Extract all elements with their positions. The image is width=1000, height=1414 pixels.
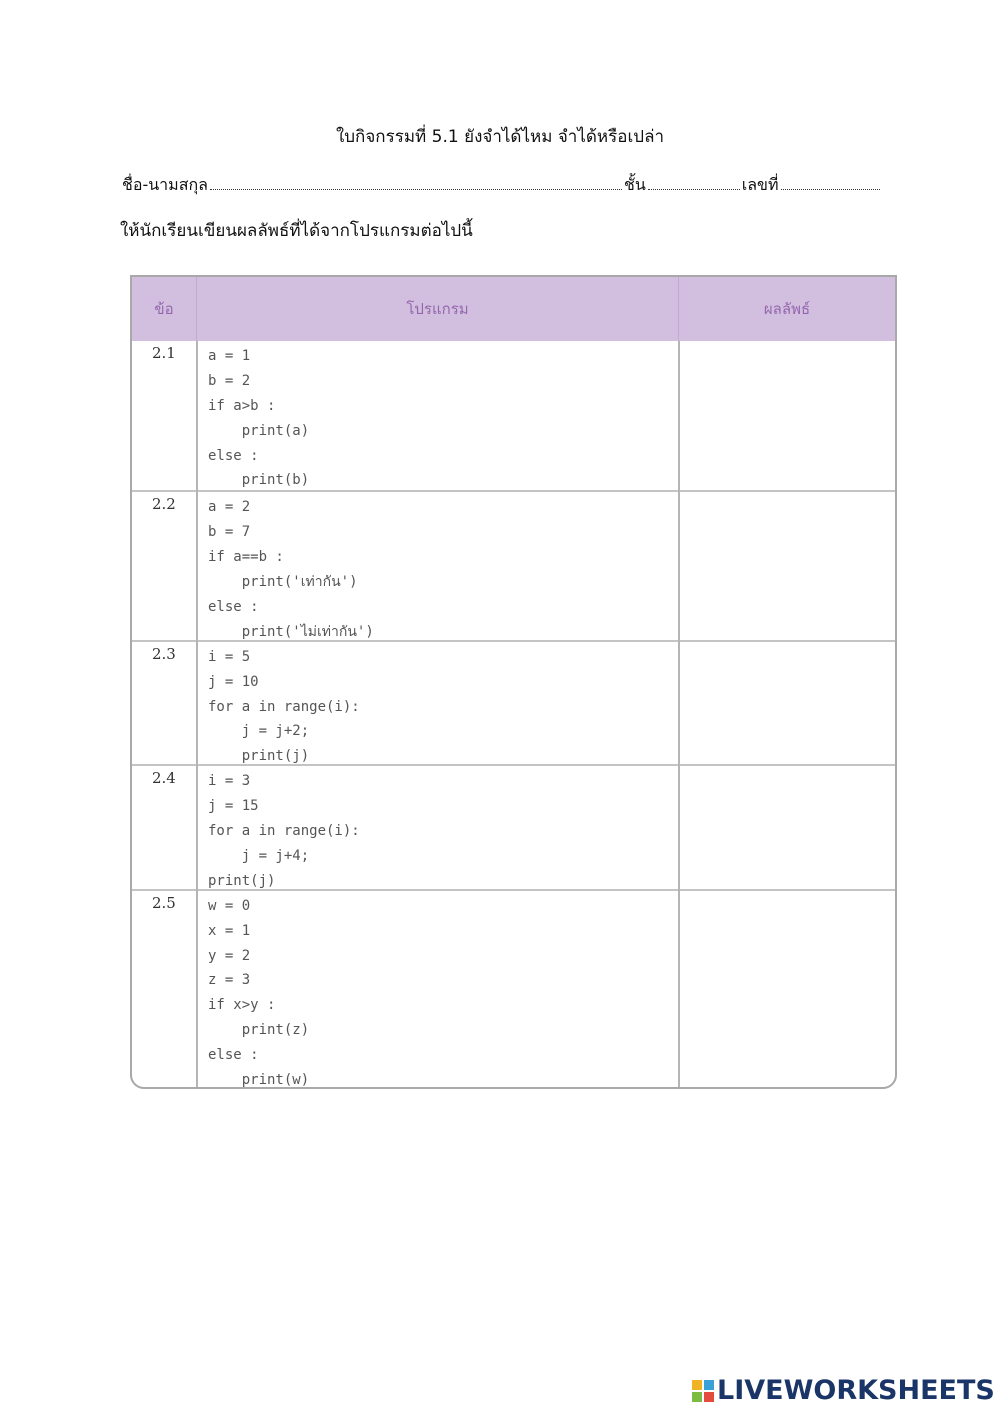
liveworksheets-logo bbox=[692, 1375, 995, 1406]
code-line: z = 3 bbox=[208, 972, 251, 989]
program-code bbox=[208, 769, 360, 893]
number-label: เลขที่ bbox=[741, 175, 779, 194]
column-divider bbox=[196, 341, 198, 1087]
table-row bbox=[132, 640, 895, 765]
program-code bbox=[208, 645, 360, 769]
worksheet-title: ใบกิจกรรมที่ 5.1 ยังจำได้ไหม จำได้หรือเปล่า bbox=[335, 127, 665, 147]
result-answer-cell[interactable] bbox=[680, 891, 895, 1088]
item-number: 2.4 bbox=[152, 769, 176, 788]
code-line: if a>b : bbox=[208, 397, 276, 414]
code-line: else : bbox=[208, 598, 259, 615]
program-code bbox=[208, 344, 309, 493]
instruction-text: ให้นักเรียนเขียนผลลัพธ์ที่ได้จากโปรแกรมต่อไปนี้ bbox=[120, 221, 473, 241]
header-item-number: ข้อ bbox=[132, 277, 197, 341]
table-header bbox=[132, 277, 895, 341]
table-row bbox=[132, 490, 895, 639]
code-line: print('ไม่เท่ากัน') bbox=[208, 623, 374, 640]
item-number: 2.5 bbox=[152, 893, 176, 912]
logo-square bbox=[704, 1380, 714, 1390]
code-line: x = 1 bbox=[208, 922, 251, 939]
result-answer-cell[interactable] bbox=[680, 341, 895, 490]
header-program: โปรแกรม bbox=[197, 277, 679, 341]
column-divider bbox=[678, 341, 680, 1087]
code-line: print(z) bbox=[208, 1022, 310, 1039]
code-line: else : bbox=[208, 1047, 259, 1064]
code-line: print(b) bbox=[208, 472, 310, 489]
program-code bbox=[208, 894, 309, 1089]
logo-text: LIVEWORKSHEETS bbox=[717, 1375, 995, 1406]
code-line: if x>y : bbox=[208, 997, 276, 1014]
logo-square bbox=[692, 1380, 702, 1390]
student-info-line bbox=[122, 172, 882, 198]
item-number: 2.3 bbox=[152, 644, 176, 663]
code-line: a = 1 bbox=[208, 348, 251, 364]
code-line: print('เท่ากัน') bbox=[208, 574, 358, 591]
code-line: j = j+4; bbox=[208, 847, 310, 864]
code-line: j = 15 bbox=[208, 798, 259, 815]
code-line: for a in range(i): bbox=[208, 823, 360, 840]
code-line: w = 0 bbox=[208, 897, 251, 914]
table-row bbox=[132, 889, 895, 1088]
code-line: for a in range(i): bbox=[208, 698, 360, 715]
code-line: print(j) bbox=[208, 872, 276, 889]
code-line: a = 2 bbox=[208, 499, 251, 516]
header-result: ผลลัพธ์ bbox=[763, 300, 811, 318]
number-blank[interactable] bbox=[781, 172, 880, 190]
code-line: b = 2 bbox=[208, 372, 251, 389]
result-answer-cell[interactable] bbox=[680, 642, 895, 765]
table-row bbox=[132, 764, 895, 889]
table-row bbox=[132, 341, 895, 490]
code-line: j = 10 bbox=[208, 673, 259, 690]
code-line: print(w) bbox=[208, 1072, 310, 1089]
program-code bbox=[208, 495, 374, 644]
item-number: 2.1 bbox=[152, 344, 176, 362]
code-line: if a==b : bbox=[208, 549, 284, 566]
code-line: print(j) bbox=[208, 748, 310, 765]
class-blank[interactable] bbox=[648, 172, 740, 190]
logo-square bbox=[692, 1392, 702, 1402]
name-label: ชื่อ-นามสกุล bbox=[122, 175, 208, 194]
code-line: i = 5 bbox=[208, 648, 251, 665]
code-line: i = 3 bbox=[208, 773, 251, 790]
result-answer-cell[interactable] bbox=[680, 766, 895, 889]
code-line: y = 2 bbox=[208, 947, 251, 964]
exercise-table bbox=[130, 275, 897, 1089]
code-line: else : bbox=[208, 447, 259, 464]
name-blank[interactable] bbox=[210, 172, 622, 190]
code-line: print(a) bbox=[208, 422, 310, 439]
result-answer-cell[interactable] bbox=[680, 492, 895, 639]
logo-mark-icon bbox=[692, 1380, 714, 1402]
logo-square bbox=[704, 1392, 714, 1402]
item-number: 2.2 bbox=[152, 495, 176, 514]
class-label: ชั้น bbox=[623, 175, 646, 194]
code-line: b = 7 bbox=[208, 524, 251, 541]
code-line: j = j+2; bbox=[208, 723, 310, 740]
